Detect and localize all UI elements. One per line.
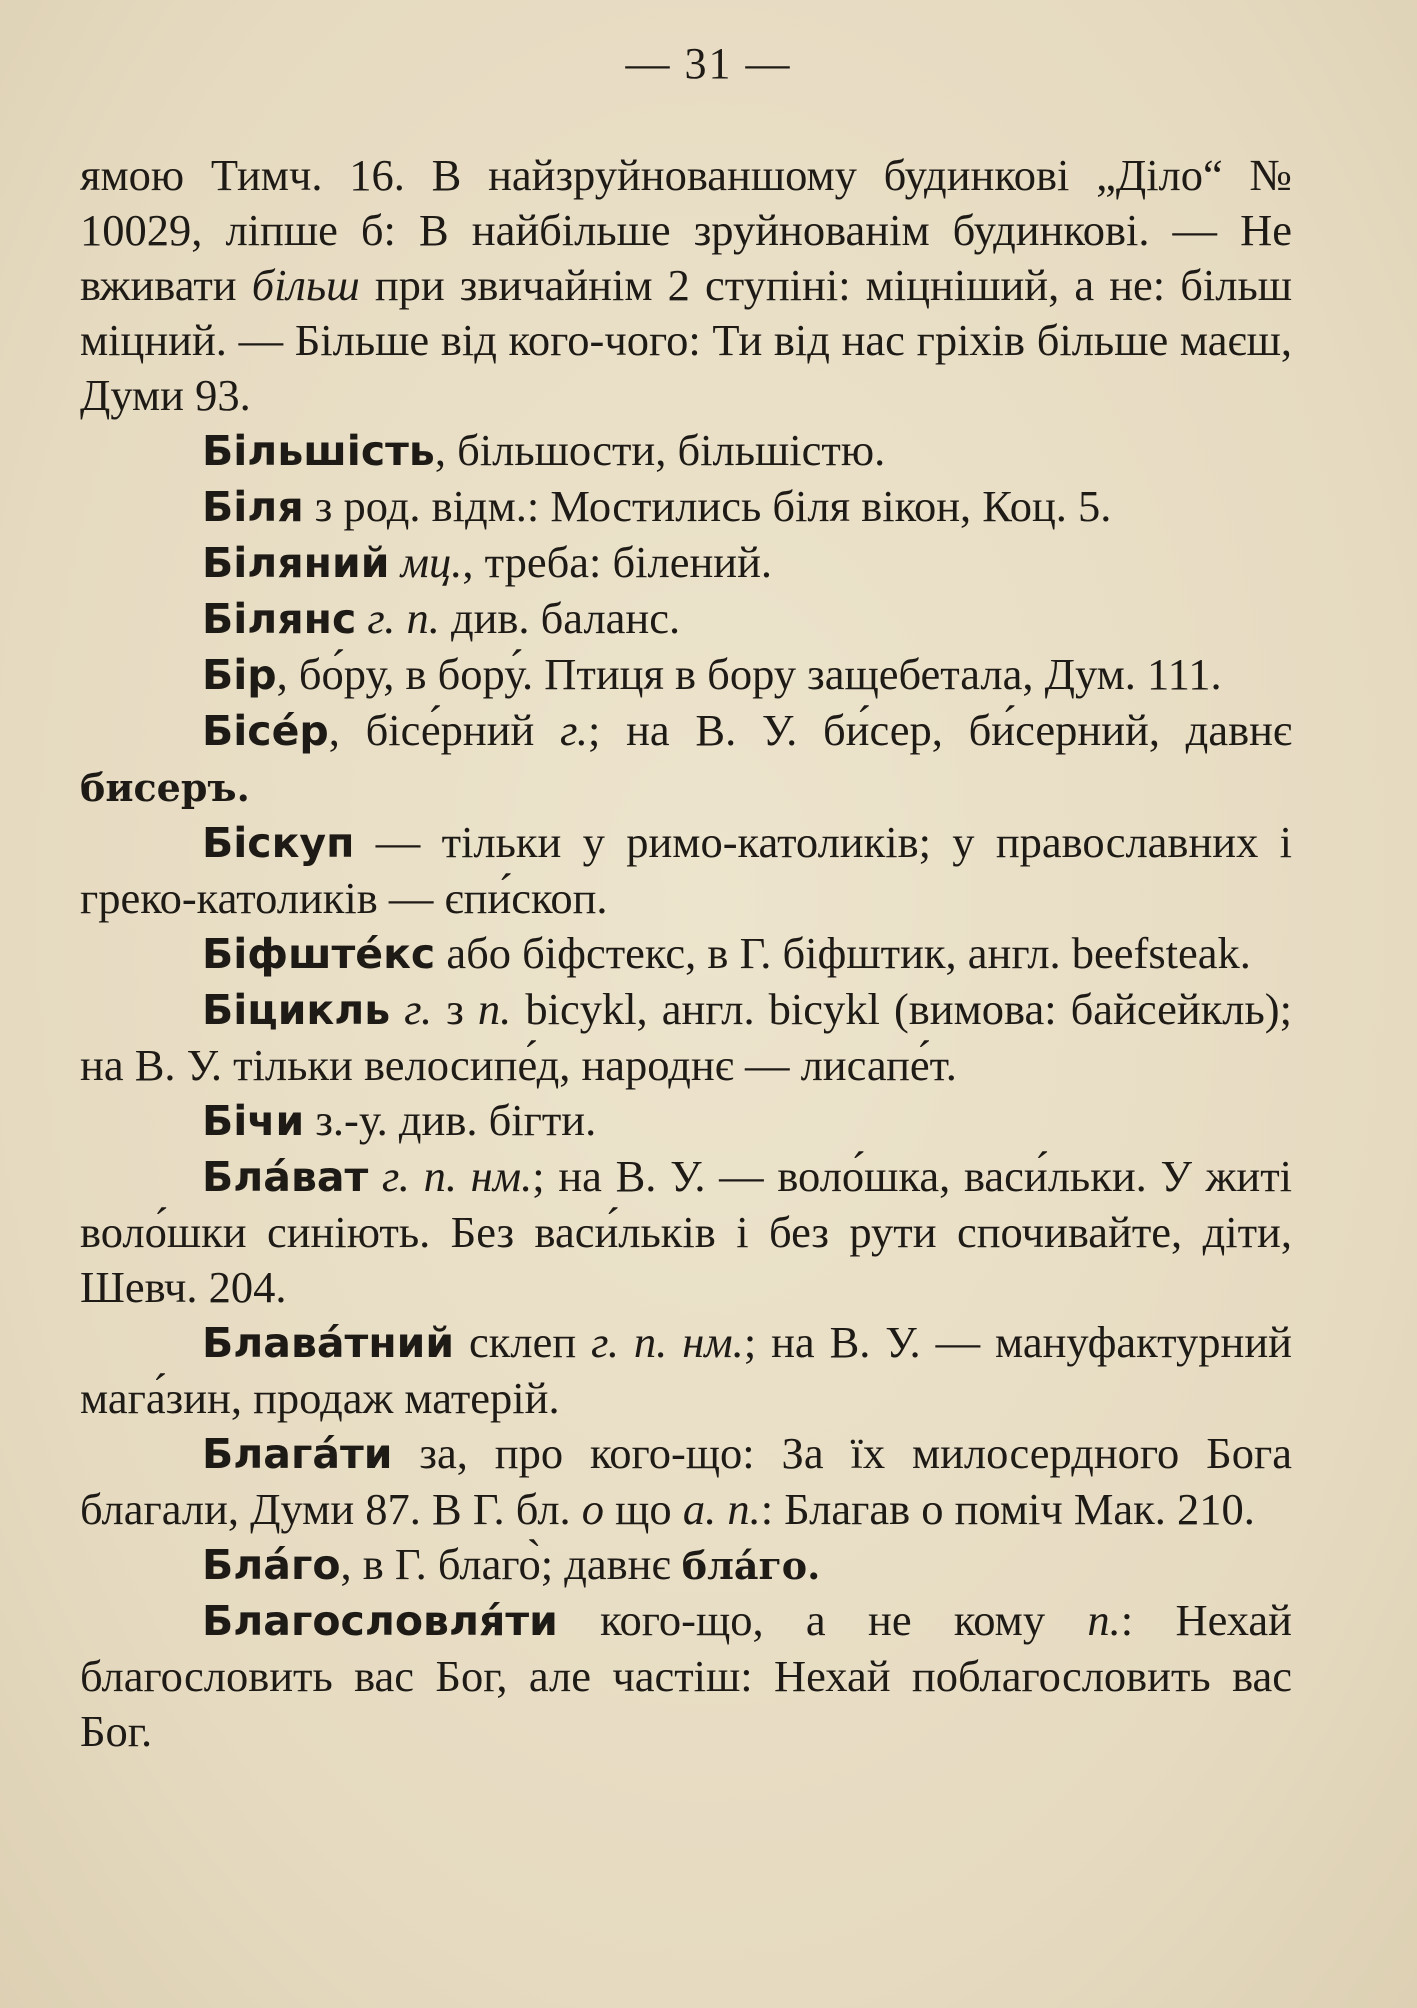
entry-bir: Бір, бо́ру, в бору́. Птиця в бору защебетала, Дум. 111.	[202, 649, 1222, 699]
entry-blavat: Бла́ват г. п. нм.; на В. У. — воло́шка, васи́льки. У житі воло́шки синіють. Без васи́льків і без рути спочивайте, діти, Шевч. 204.	[80, 1151, 1293, 1312]
entry-bilians: Білянс г. п. див. баланс.	[202, 593, 681, 643]
entry-headword: Біфште́кс	[202, 930, 436, 978]
entry-headword: Біля	[202, 483, 304, 531]
entry-headword: Бла́го	[202, 1541, 341, 1589]
continued-entry: ямою Тимч. 16. В найзруйнованшому будинкові „Діло“ № 10029, ліпше б: В найбільше зруйнованім будинкові. — Не вживати більш при звичайнім 2 ступіні: міцніший, а не: більш міцний. — Більше від кого-чого: Ти від нас гріхів більше маєш, Думи 93.	[80, 150, 1293, 420]
entry-blahaty: Блага́ти за, про кого-що: За їх милосердного Бога благали, Думи 87. В Г. бл. о що а. п.: Благав о поміч Мак. 210.	[80, 1428, 1292, 1534]
entry-bitsykl: Біцикль г. з п. bicykl, англ. bicykl (вимова: байсейкль); на В. У. тільки велосипе́д, народнє — лисапе́т.	[80, 984, 1292, 1090]
old-spelling: бисеръ.	[80, 765, 250, 810]
entry-headword: Бічи	[202, 1097, 305, 1145]
dictionary-text	[80, 148, 1292, 1759]
entry-bilshist: Більшість, більшости, більшістю.	[202, 425, 886, 475]
entry-biser: Бісе́р, бісе́рний г.; на В. У. би́сер, би́серний, давнє бисеръ.	[80, 705, 1292, 810]
entry-blahoslovliaty: Благословля́ти кого-що, а не кому п.: Нехай благословить вас Бог, але частіш: Нехай поблагословить вас Бог.	[80, 1595, 1292, 1756]
entry-headword: Більшість	[202, 427, 435, 475]
entry-headword: Бла́ват	[202, 1153, 369, 1201]
entry-headword: Біцикль	[202, 986, 391, 1034]
entry-blavatnyi: Блава́тний склеп г. п. нм.; на В. У. — мануфактурний мага́зин, продаж матерій.	[80, 1317, 1292, 1423]
entry-biskup: Біскуп — тільки у римо-католиків; у православних і греко-католиків — єпи́скоп.	[80, 817, 1292, 923]
entry-headword: Біскуп	[202, 819, 355, 867]
entry-headword: Біляний	[202, 539, 390, 587]
entry-headword: Бісе́р	[202, 707, 329, 755]
page-number: — 31 —	[625, 39, 792, 88]
entry-headword: Бір	[202, 651, 277, 699]
entry-headword: Блага́ти	[202, 1430, 393, 1478]
entry-bilianyi: Біляний мц., треба: білений.	[202, 537, 773, 587]
entry-bichy: Бічи з.-у. див. бігти.	[202, 1095, 597, 1145]
entry-headword: Благословля́ти	[202, 1597, 558, 1645]
old-spelling: бла́го.	[681, 1543, 821, 1588]
entry-headword: Блава́тний	[202, 1319, 455, 1367]
entry-bilia: Біля з род. відм.: Мостились біля вікон, Коц. 5.	[202, 481, 1112, 531]
entry-headword: Білянс	[202, 595, 357, 643]
entry-bifsteks: Біфште́кс або біфстекс, в Г. біфштик, англ. beefsteak.	[202, 928, 1251, 978]
entry-blaho: Бла́го, в Г. благо̀; давнє бла́го.	[202, 1539, 821, 1589]
